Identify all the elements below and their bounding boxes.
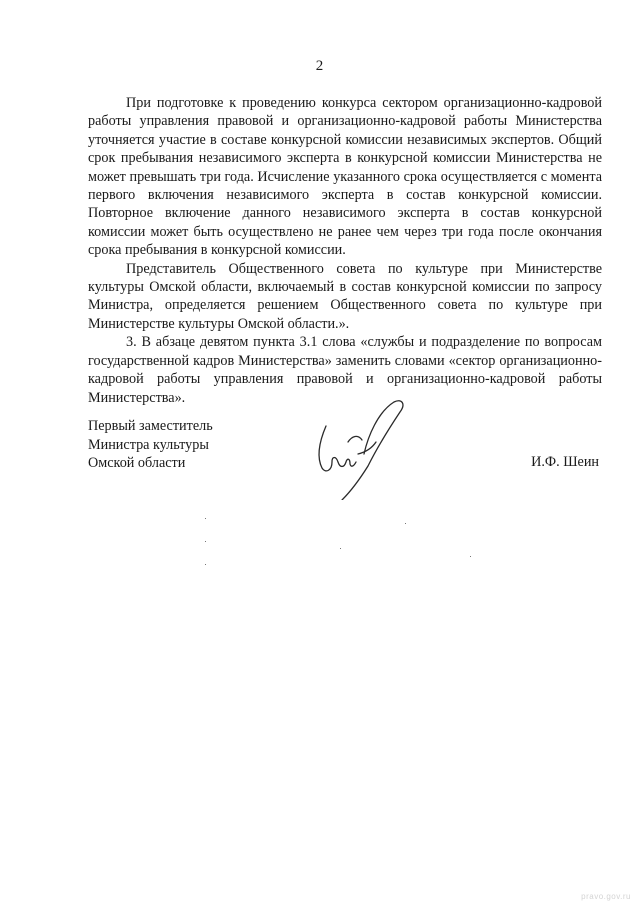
paragraph-public-council: Представитель Общественного совета по культуре при Министерстве культуры Омской области, включаемый в состав конкурсной комиссии по запросу Министра, определяется решением Общественного совета по культуре при Министерстве культуры Омской области.».: [88, 260, 602, 332]
scan-speck: [405, 523, 406, 524]
paragraph-independent-experts: При подготовке к проведению конкурса сектором организационно-кадровой работы управления правовой и организационно-кадровой работы Министерства уточняется участие в составе конкурсной комиссии независимых экспертов. Общий срок пребывания независимого эксперта в конкурсной комиссии Министерства не может превышать три года. Исчисление указанного срока осуществляется с момента первого включения независимого эксперта в состав конкурсной комиссии. Повторное включение данного независимого эксперта в состав конкурсной комиссии может быть осуществлено не ранее чем через три года после окончания срока пребывания в конкурсной комиссии.: [88, 95, 602, 259]
scan-speck: [205, 564, 206, 565]
signatory-position-line: Министра культуры: [88, 436, 209, 453]
scan-speck: [205, 518, 206, 519]
scan-speck: [340, 548, 341, 549]
document-body: [88, 94, 602, 407]
watermark: pravo.gov.ru: [581, 892, 631, 901]
handwritten-signature: [312, 396, 412, 500]
paragraph-item-3: 3. В абзаце девятом пункта 3.1 слова «службы и подразделение по вопросам государственной кадров Министерства» заменить словами «сектор организационно-кадровой работы управления правовой и организационно-кадровой работы Министерства».: [88, 334, 602, 406]
signatory-position-line: Омской области: [88, 455, 186, 471]
scan-speck: [205, 541, 206, 542]
signatory-position-line: Первый заместитель: [88, 418, 213, 434]
scan-speck: [470, 556, 471, 557]
signatory-position: [88, 417, 213, 473]
signatory-name: И.Ф. Шеин: [531, 454, 599, 470]
page-number: 2: [315, 58, 324, 74]
